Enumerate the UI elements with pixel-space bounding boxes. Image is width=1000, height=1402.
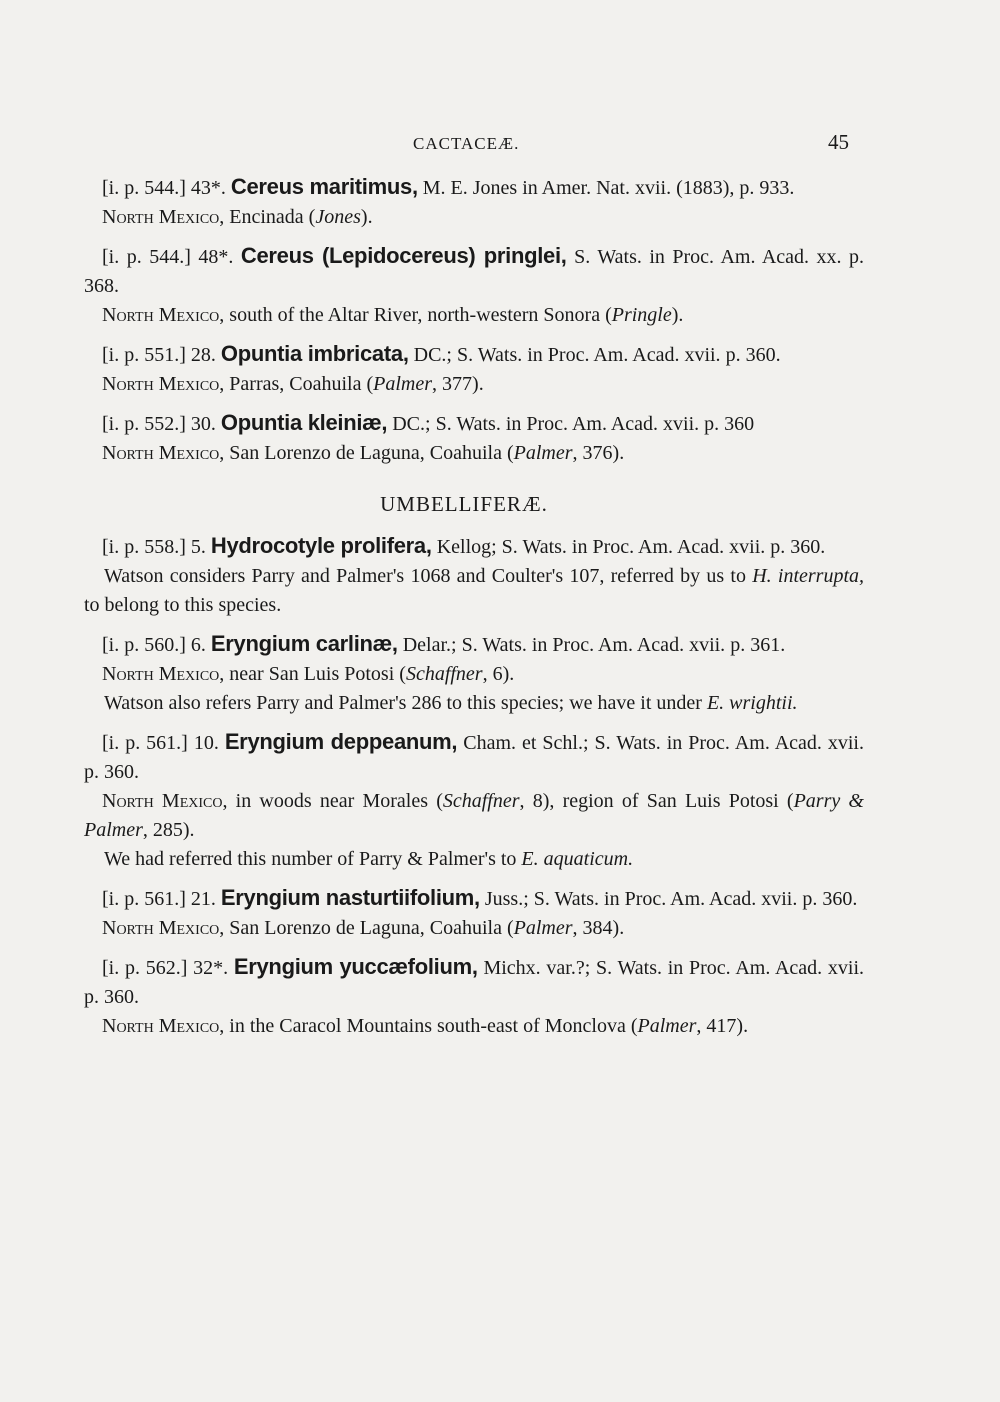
volume-reference: [i. p. 551.] (102, 344, 186, 366)
entry-eryngium-yuccaefolium (84, 952, 864, 1041)
note-taxon: H. interrupta, (752, 565, 865, 587)
species-number: 10. (193, 732, 219, 754)
entry-note (84, 845, 864, 874)
volume-reference: [i. p. 552.] (102, 413, 186, 435)
entry-eryngium-carlinae (84, 629, 864, 718)
citation-text: M. E. Jones in Amer. Nat. xvii. (1883), (422, 177, 735, 199)
locality-text: Parras, Coahuila ( (229, 373, 374, 395)
locality-end: , 285). (142, 819, 195, 841)
volume-reference: [i. p. 560.] (102, 634, 186, 656)
volume-reference: [i. p. 544.] (102, 246, 191, 268)
species-number: 28. (190, 344, 216, 366)
locality-region: North Mexico, (102, 917, 225, 939)
locality-region: North Mexico, (102, 373, 225, 395)
citation-continuation: Am. Acad. xvii. p. 360. (84, 957, 865, 1008)
entry-locality (84, 660, 864, 689)
collector-name: Palmer (373, 373, 433, 395)
entry-cereus-pringlei (84, 241, 864, 330)
entry-cereus-maritimus (84, 172, 864, 232)
locality-end: , 377). (432, 373, 484, 395)
species-name: Eryngium carlinæ, (210, 631, 398, 656)
locality-text: Encinada ( (229, 206, 316, 228)
species-number: 48*. (198, 246, 234, 268)
species-number: 21. (190, 888, 216, 910)
species-name: Hydrocotyle prolifera, (210, 533, 432, 558)
locality-text: San Lorenzo de Laguna, Coahuila ( (229, 917, 514, 939)
locality-mid: , 8), region of San Luis Potosi ( (519, 790, 794, 812)
note-text: Watson also refers Parry and Palmer's 286 to this species; we have it under (104, 692, 702, 714)
locality-text: near San Luis Potosi ( (229, 663, 406, 685)
locality-end: , 376). (572, 442, 625, 464)
entry-opuntia-imbricata (84, 339, 864, 399)
collector-name: Palmer (637, 1015, 697, 1037)
citation-continuation: p. 360 (704, 413, 755, 435)
locality-region: North Mexico, (102, 442, 225, 464)
entry-hydrocotyle-prolifera (84, 531, 864, 620)
locality-end: , 384). (572, 917, 625, 939)
citation-text: DC.; S. Wats. in Proc. Am. Acad. xvii. (413, 344, 721, 366)
entry-locality (84, 370, 864, 399)
note-taxon: E. aquaticum. (521, 848, 634, 870)
entry-note (84, 689, 864, 718)
citation-text: Cham. et Schl.; S. Wats. in Proc. (463, 732, 730, 754)
entry-citation (84, 629, 864, 660)
entry-opuntia-kleiniae (84, 408, 864, 468)
species-number: 5. (190, 536, 206, 558)
citation-continuation: p. 933. (739, 177, 795, 199)
section-heading: UMBELLIFERÆ. (380, 492, 548, 516)
locality-end: , 417). (696, 1015, 749, 1037)
entry-citation (84, 952, 864, 1012)
locality-text: in the Caracol Mountains south-east of Monclova ( (229, 1015, 638, 1037)
entry-note (84, 562, 864, 620)
locality-region: North Mexico, (102, 304, 225, 326)
entry-locality (84, 439, 864, 468)
citation-continuation: xvii. p. 360. (729, 536, 826, 558)
volume-reference: [i. p. 561.] (102, 732, 188, 754)
species-name: Cereus (Lepidocereus) pringlei, (240, 243, 567, 268)
locality-end: , 6). (482, 663, 515, 685)
volume-reference: [i. p. 561.] (102, 888, 186, 910)
running-head (0, 130, 1000, 158)
locality-end: ). (671, 304, 684, 326)
locality-region: North Mexico, (102, 1015, 225, 1037)
locality-end: ). (360, 206, 373, 228)
citation-continuation: p. 361. (730, 634, 786, 656)
citation-text: Juss.; S. Wats. in Proc. Am. (484, 888, 706, 910)
species-number: 30. (190, 413, 216, 435)
locality-region: North Mexico, (102, 663, 225, 685)
volume-reference: [i. p. 558.] (102, 536, 186, 558)
locality-text: in woods near Morales ( (235, 790, 443, 812)
entry-eryngium-nasturtiifolium (84, 883, 864, 943)
species-name: Opuntia kleiniæ, (220, 410, 388, 435)
running-title: CACTACEÆ. (413, 134, 520, 153)
species-number: 32*. (193, 957, 229, 979)
entry-citation (84, 727, 864, 787)
locality-region: North Mexico, (102, 790, 228, 812)
entry-locality (84, 301, 864, 330)
citation-text: DC.; S. Wats. in Proc. Am. Acad. xvii. (392, 413, 700, 435)
entry-citation (84, 172, 864, 203)
note-text-end: to belong to this species. (84, 594, 282, 616)
citation-continuation: Am. Acad. xvii. p. 360. (84, 732, 864, 783)
locality-region: North Mexico, (102, 206, 225, 228)
locality-text: south of the Altar River, north-western Sonora ( (229, 304, 612, 326)
volume-reference: [i. p. 544.] (102, 177, 186, 199)
species-name: Eryngium deppeanum, (224, 729, 458, 754)
collector-name: Palmer (513, 442, 573, 464)
species-name: Eryngium nasturtiifolium, (220, 885, 480, 910)
entry-citation (84, 241, 864, 301)
entry-citation (84, 339, 864, 370)
entry-citation (84, 883, 864, 914)
collector-name: Schaffner (405, 663, 483, 685)
entry-locality (84, 787, 864, 845)
collector-name: Palmer (513, 917, 573, 939)
species-name: Cereus maritimus, (230, 174, 418, 199)
collector-name: Pringle (611, 304, 672, 326)
note-text: We had referred this number of Parry & Palmer's to (104, 848, 517, 870)
page-body (84, 172, 864, 1050)
species-number: 6. (190, 634, 206, 656)
citation-continuation: Acad. xvii. p. 360. (709, 888, 858, 910)
entry-citation (84, 408, 864, 439)
locality-text: San Lorenzo de Laguna, Coahuila ( (229, 442, 514, 464)
species-number: 43*. (190, 177, 226, 199)
entry-locality (84, 914, 864, 943)
citation-continuation: p. 360. (725, 344, 781, 366)
species-name: Eryngium yuccæfolium, (233, 954, 478, 979)
entry-eryngium-deppeanum (84, 727, 864, 874)
entry-locality (84, 1012, 864, 1041)
note-text: Watson considers Parry and Palmer's 1068 and Coulter's 107, referred by us to (104, 565, 746, 587)
citation-text: Kellog; S. Wats. in Proc. Am. Acad. (436, 536, 725, 558)
collector-name: Schaffner (442, 790, 520, 812)
citation-text: S. Wats. in Proc. Am. (574, 246, 756, 268)
collector-name: Jones (315, 206, 361, 228)
entry-locality (84, 203, 864, 232)
citation-text: Delar.; S. Wats. in Proc. Am. Acad. xvii. (402, 634, 726, 656)
citation-continuation: Acad. xx. p. 368. (84, 246, 865, 297)
page-number: 45 (828, 130, 849, 154)
note-taxon: E. wrightii. (706, 692, 798, 714)
collector-name-2: Parry & Palmer (84, 790, 864, 841)
volume-reference: [i. p. 562.] (102, 957, 188, 979)
entry-citation (84, 531, 864, 562)
species-name: Opuntia imbricata, (220, 341, 409, 366)
citation-text: Michx. var.?; S. Wats. in Proc. (483, 957, 731, 979)
